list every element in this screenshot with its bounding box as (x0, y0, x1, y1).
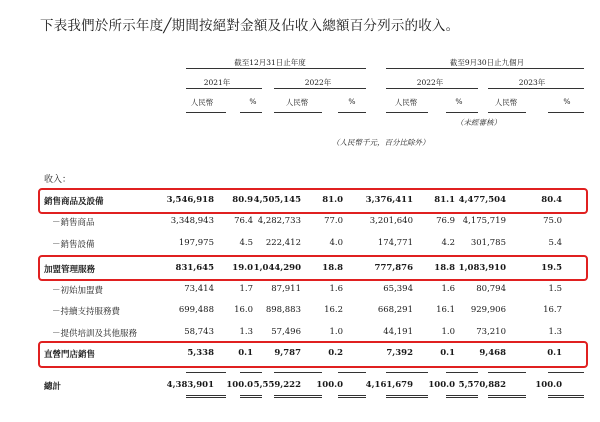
total-double-rule (488, 395, 526, 398)
unaudited-note: （未經審核） (456, 118, 501, 127)
total-value: 4,161,679 (365, 380, 413, 390)
total-value: 5,570,882 (458, 380, 506, 390)
col-header-pct: % (563, 97, 571, 106)
total-value: 5,559,222 (253, 380, 301, 390)
cell-value: 1.6 (329, 284, 343, 294)
subtotal-rule (488, 372, 526, 373)
header-group-nine-months: 截至9月30日止九個月 (449, 58, 525, 67)
header-rule (186, 112, 226, 113)
row-label: －持續支持服務費 (52, 307, 121, 317)
header-rule (548, 112, 584, 113)
header-group-fiscal-year: 截至12月31日止年度 (234, 58, 306, 67)
col-header-rmb: 人民幣 (190, 98, 214, 107)
cell-value: 831,645 (175, 263, 214, 273)
col-header-rmb: 人民幣 (285, 98, 309, 107)
row-label: 銷售商品及設備 (44, 197, 104, 207)
row-label: －提供培訓及其他服務 (52, 329, 138, 339)
cell-value: 222,412 (265, 238, 301, 248)
header-rule (338, 112, 366, 113)
subtotal-rule (548, 372, 584, 373)
subtotal-rule (274, 372, 322, 373)
header-rule (240, 112, 262, 113)
cell-value: 1.5 (548, 284, 562, 294)
cell-value: 1.0 (329, 327, 343, 337)
cell-value: 1.3 (548, 327, 562, 337)
cell-value: 4,282,733 (257, 216, 301, 226)
cell-value: 0.2 (328, 348, 343, 358)
total-value: 100.0 (535, 380, 562, 390)
cell-value: 5,338 (187, 348, 214, 358)
cell-value: 1.6 (441, 284, 455, 294)
cell-value: 777,876 (374, 263, 413, 273)
subtotal-rule (186, 372, 226, 373)
cell-value: 77.0 (324, 216, 343, 226)
cell-value: 7,392 (386, 348, 413, 358)
col-header-pct: % (249, 97, 257, 106)
header-year-2022: 2022年 (304, 78, 332, 87)
header-rule (274, 112, 322, 113)
cell-value: 3,348,943 (170, 216, 214, 226)
cell-value: 80,794 (476, 284, 506, 294)
total-double-rule (240, 395, 262, 398)
header-year-2023-9m: 2023年 (518, 78, 546, 87)
cell-value: 81.1 (434, 195, 455, 205)
units-note: （人民幣千元，百分比除外） (332, 138, 430, 147)
header-rule (488, 88, 584, 89)
col-header-rmb: 人民幣 (394, 98, 418, 107)
cell-value: 81.0 (322, 195, 343, 205)
subtotal-rule (386, 372, 428, 373)
cell-value: 3,201,640 (369, 216, 413, 226)
subtotal-rule (240, 372, 262, 373)
cell-value: 87,911 (271, 284, 301, 294)
total-value: 4,383,901 (166, 380, 214, 390)
cell-value: 9,468 (479, 348, 506, 358)
total-double-rule (386, 395, 428, 398)
cell-value: 44,191 (383, 327, 413, 337)
row-label: －銷售設備 (52, 240, 95, 250)
cell-value: 80.4 (541, 195, 562, 205)
cell-value: 73,414 (184, 284, 214, 294)
cell-value: 58,743 (184, 327, 214, 337)
cell-value: 301,785 (470, 238, 506, 248)
cell-value: 16.7 (543, 305, 562, 315)
cell-value: 76.9 (436, 216, 455, 226)
cell-value: 57,496 (271, 327, 301, 337)
cell-value: 4.2 (441, 238, 455, 248)
cell-value: 1,083,910 (458, 263, 506, 273)
total-double-rule (548, 395, 584, 398)
highlight-box-franchise (38, 255, 588, 281)
header-rule (274, 88, 366, 89)
total-double-rule (446, 395, 478, 398)
header-rule (446, 112, 478, 113)
cell-value: 4.0 (329, 238, 343, 248)
col-header-rmb: 人民幣 (494, 98, 518, 107)
col-header-pct: % (455, 97, 463, 106)
cell-value: 9,787 (274, 348, 301, 358)
cell-value: 16.0 (234, 305, 253, 315)
cell-value: 3,546,918 (166, 195, 214, 205)
total-double-rule (338, 395, 366, 398)
row-label: －銷售商品 (52, 218, 95, 228)
header-rule (386, 112, 428, 113)
cell-value: 16.2 (324, 305, 343, 315)
highlight-box-goods (38, 188, 588, 214)
cell-value: 75.0 (543, 216, 562, 226)
cell-value: 898,883 (265, 305, 301, 315)
header-rule (386, 88, 478, 89)
cell-value: 1.7 (239, 284, 253, 294)
cell-value: 16.1 (436, 305, 455, 315)
total-value: 100.0 (316, 380, 343, 390)
cell-value: 19.0 (232, 263, 253, 273)
table-row (44, 235, 584, 253)
table-row (44, 302, 584, 320)
header-rule (386, 68, 584, 69)
cell-value: 0.1 (238, 348, 253, 358)
total-double-rule (186, 395, 226, 398)
cell-value: 76.4 (234, 216, 253, 226)
total-double-rule (274, 395, 322, 398)
cell-value: 4,477,504 (458, 195, 506, 205)
header-year-2021: 2021年 (203, 78, 231, 87)
header-rule (186, 68, 366, 69)
cell-value: 80.9 (232, 195, 253, 205)
subtotal-rule (338, 372, 366, 373)
section-label: 收入： (44, 175, 72, 185)
table-row (44, 324, 584, 342)
cell-value: 4,175,719 (462, 216, 506, 226)
cell-value: 174,771 (377, 238, 413, 248)
cell-value: 929,906 (470, 305, 506, 315)
cell-value: 18.8 (434, 263, 455, 273)
cell-value: 19.5 (541, 263, 562, 273)
cell-value: 1,044,290 (253, 263, 301, 273)
cell-value: 1.0 (441, 327, 455, 337)
cell-value: 5.4 (548, 238, 562, 248)
intro-text: 下表我們於所示年度╱期間按絕對金額及佔收入總額百分列示的收入。 (40, 18, 460, 34)
cell-value: 3,376,411 (365, 195, 413, 205)
cell-value: 4,505,145 (253, 195, 301, 205)
total-value: 100.0 (226, 380, 253, 390)
header-year-2022-9m: 2022年 (416, 78, 444, 87)
total-row (44, 377, 584, 395)
total-label: 總計 (44, 382, 62, 392)
header-rule (488, 112, 526, 113)
row-label: 加盟管理服務 (44, 265, 96, 275)
cell-value: 0.1 (547, 348, 562, 358)
col-header-pct: % (348, 97, 356, 106)
header-rule (186, 88, 262, 89)
table-row (44, 281, 584, 299)
cell-value: 1.3 (239, 327, 253, 337)
row-label: 直營門店銷售 (44, 350, 96, 360)
subtotal-rule (446, 372, 478, 373)
total-value: 100.0 (428, 380, 455, 390)
cell-value: 65,394 (383, 284, 413, 294)
highlight-box-direct-stores (38, 341, 588, 368)
cell-value: 4.5 (239, 238, 253, 248)
cell-value: 197,975 (178, 238, 214, 248)
table-row (44, 213, 584, 231)
cell-value: 73,210 (476, 327, 506, 337)
cell-value: 0.1 (440, 348, 455, 358)
cell-value: 668,291 (377, 305, 413, 315)
cell-value: 18.8 (322, 263, 343, 273)
cell-value: 699,488 (178, 305, 214, 315)
row-label: －初始加盟費 (52, 286, 104, 296)
